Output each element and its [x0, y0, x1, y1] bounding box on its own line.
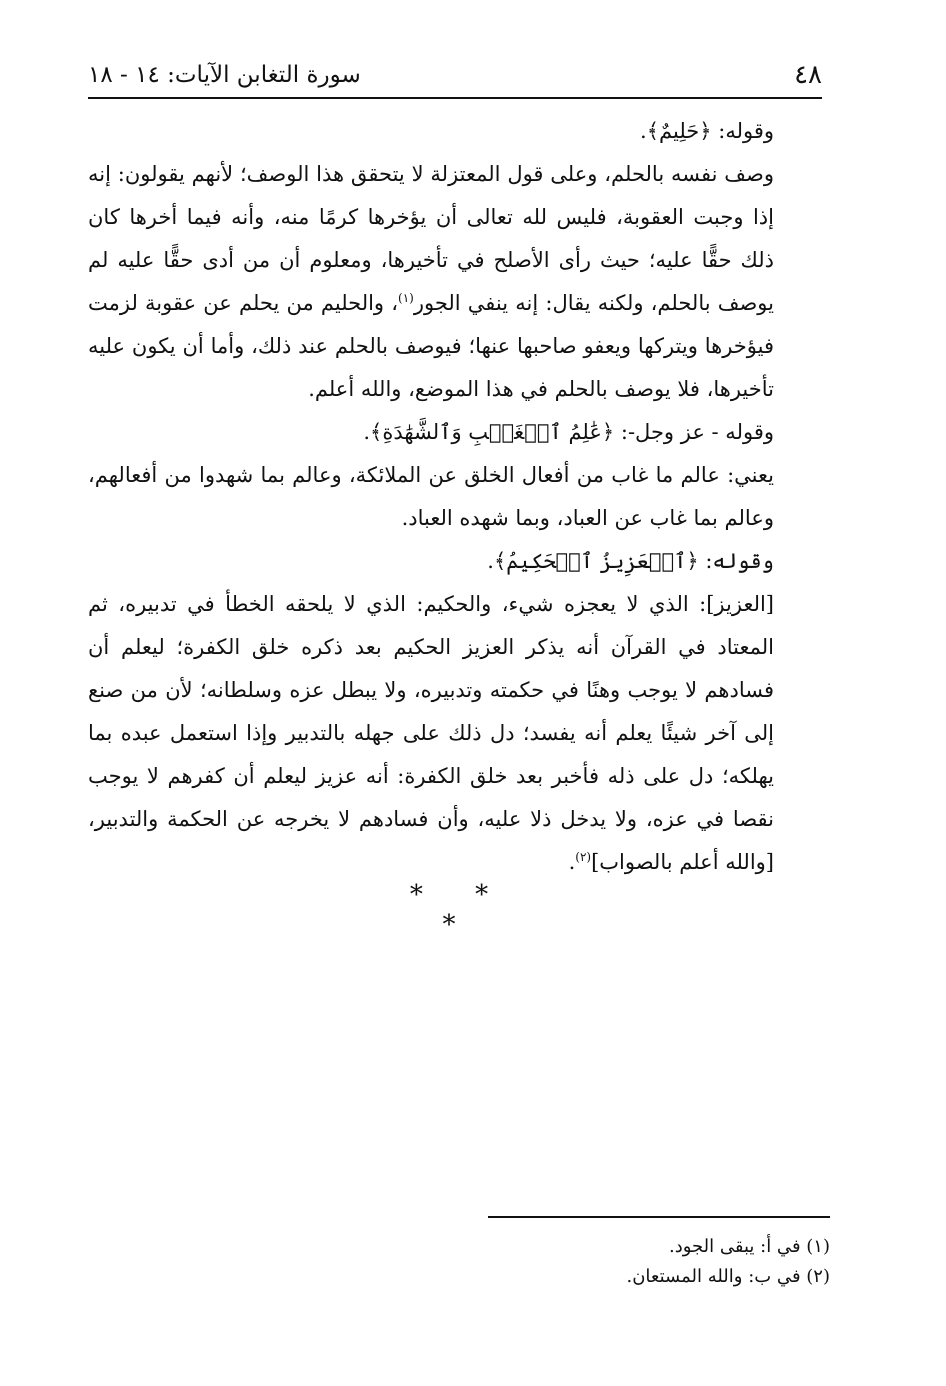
footnote-rule: [488, 1216, 830, 1218]
section-separator: * * *: [409, 880, 511, 940]
footnote-ref-1[interactable]: (١): [398, 291, 414, 305]
paragraph-verse-halim: وقوله: ﴿حَلِيمٌ﴾.: [640, 119, 774, 143]
paragraph-aziz-commentary: [88, 583, 822, 884]
paragraph-text: وصف نفسه بالحلم، وعلى قول المعتزلة لا يتحقق هذا الوصف؛ لأنهم يقولون: إنه إذا وجبت العقوبة، فليس لله تعالى أن يؤخرها كرمًا منه، وأنه فيما أخرها كان ذلك حقًّا عليه؛ حيث رأى الأصلح في تأخيرها، ومعلوم أن من أدى حقًّا عليه لم يوصف بالحلم، ولكنه يقال: إنه ينفي الجور: [88, 162, 774, 315]
header-rule: [88, 97, 822, 99]
page-number: ٤٨: [794, 60, 822, 90]
paragraph-text: [العزيز]: الذي لا يعجزه شيء، والحكيم: الذي لا يلحقه الخطأ في تدبيره، ثم المعتاد في القرآن أنه يذكر العزيز الحكيم بعد ذكره خلق الكفرة؛ ليعلم أن فسادهم لا يوجب وهنًا في حكمته وتدبيره، ولا يبطل عزه وسلطانه؛ لأن من صنع إلى آخر شيئًا يعلم أنه يفسد؛ دل ذلك على جهله بالتدبير وإذا استعمل عبده بما يهلكه؛ دل على ذله فأخبر بعد خلق الكفرة: أنه عزيز ليعلم أن كفرهم لا يوجب نقصا في عزه، ولا يدخل ذلا عليه، وأن فسادهم لا يخرجه عن الحكمة والتدبير، [والله أعلم بالصواب]: [88, 592, 774, 874]
footnote-2: (٢) في ب: والله المستعان.: [626, 1266, 830, 1287]
footnote-1: (١) في أ: يبقى الجود.: [669, 1236, 830, 1257]
main-text: [88, 110, 822, 884]
paragraph-verse-aziz: وقوله: ﴿ٱلۡعَزِيزُ ٱلۡحَكِيمُ﴾.: [487, 549, 774, 573]
paragraph-verse-alim: وقوله - عز وجل-: ﴿عَٰلِمُ ٱلۡغَيۡبِ وَٱلشَّهَٰدَةِ﴾.: [363, 420, 774, 444]
page-header: [88, 58, 822, 98]
paragraph-text-continued: ، والحليم من يحلم عن عقوبة لزمت فيؤخرها ويتركها ويعفو صاحبها عنها؛ فيوصف بالحلم عند ذلك، وأما أن يكون عليه تأخيرها، فلا يوصف بالحلم في هذا الموضع، والله أعلم.: [88, 291, 774, 401]
running-title: سورة التغابن الآيات: ١٤ - ١٨: [88, 62, 361, 88]
paragraph-hilm-commentary: [88, 153, 822, 411]
paragraph-alim-commentary: يعني: عالم ما غاب من أفعال الخلق عن الملائكة، وعالم بما شهدوا من أفعالهم، وعالم بما غاب عن العباد، وبما شهده العباد.: [88, 463, 774, 530]
footnote-ref-2[interactable]: (٢): [575, 850, 592, 864]
footnotes: [400, 1232, 830, 1292]
paragraph-end: .: [568, 850, 576, 874]
